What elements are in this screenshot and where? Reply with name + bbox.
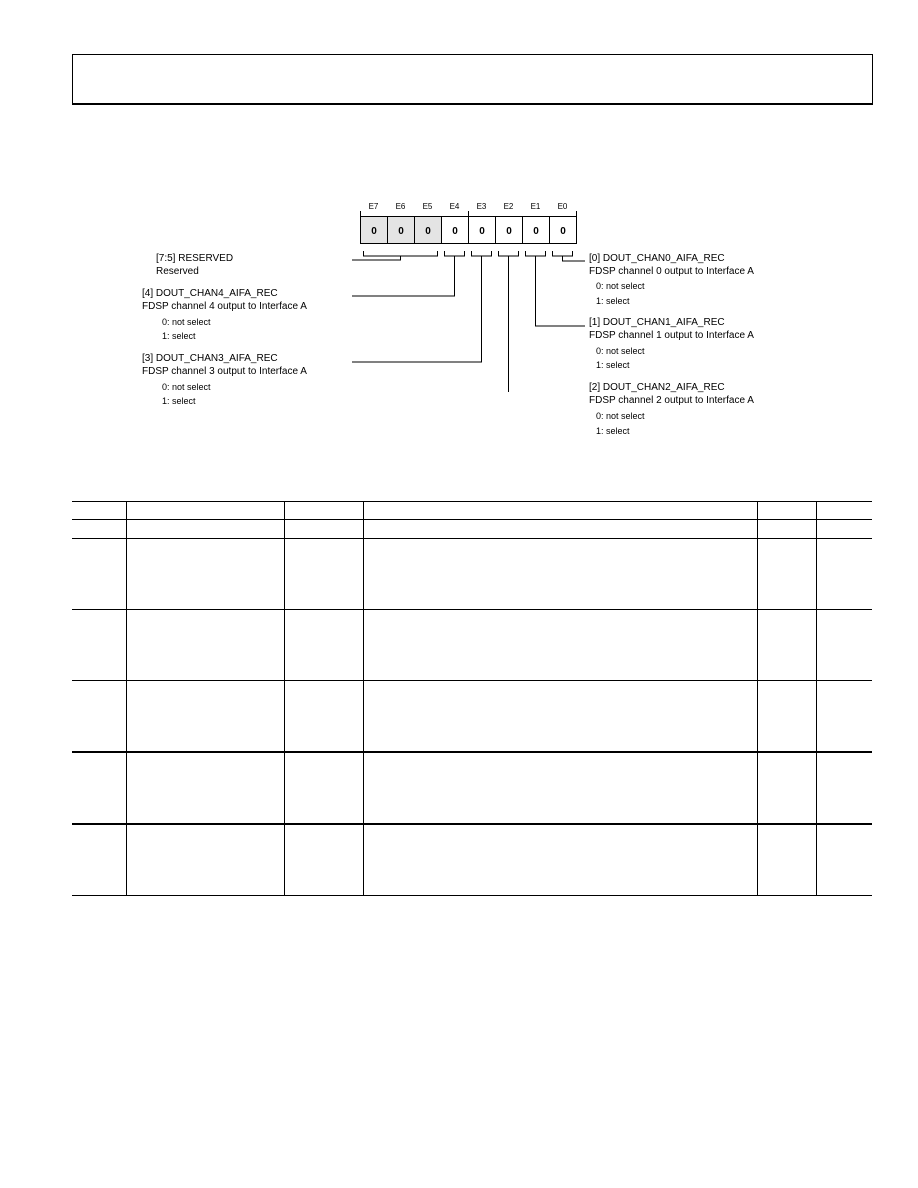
field-chan4-title: [4] DOUT_CHAN4_AIFA_REC xyxy=(142,288,278,299)
chan0-leader xyxy=(553,251,586,261)
table-cell xyxy=(757,681,816,753)
table-cell xyxy=(757,752,816,824)
table-header-cell xyxy=(284,502,363,520)
field-chan2-opt0: 0: not select xyxy=(596,411,645,421)
field-chan2-desc: FDSP channel 2 output to Interface A xyxy=(589,395,754,406)
bit-value-e1: 0 xyxy=(533,226,539,237)
table-cell xyxy=(284,539,363,610)
field-chan4-desc: FDSP channel 4 output to Interface A xyxy=(142,301,307,312)
table-cell xyxy=(363,752,757,824)
field-chan0-opt0: 0: not select xyxy=(596,281,645,291)
table-cell xyxy=(816,520,872,539)
field-chan4-opt0: 0: not select xyxy=(162,317,211,327)
table-cell xyxy=(72,752,126,824)
field-chan3-opt0: 0: not select xyxy=(162,382,211,392)
table-cell xyxy=(126,752,284,824)
bit-value-e0: 0 xyxy=(560,226,566,237)
table-cell xyxy=(284,681,363,753)
table-cell xyxy=(72,824,126,896)
table-cell xyxy=(363,610,757,681)
table-row xyxy=(72,824,872,896)
bit-name-e6: E6 xyxy=(395,202,406,211)
field-chan1-opt0: 0: not select xyxy=(596,346,645,356)
table-header-cell xyxy=(757,502,816,520)
field-chan2-title: [2] DOUT_CHAN2_AIFA_REC xyxy=(589,382,725,393)
table-header-cell xyxy=(72,502,126,520)
bit-value-e7: 0 xyxy=(371,226,377,237)
table-header-cell xyxy=(126,502,284,520)
table-cell xyxy=(363,824,757,896)
field-chan0-opt1: 1: select xyxy=(596,296,630,306)
chan2-leader xyxy=(499,251,519,392)
table-cell xyxy=(363,520,757,539)
bit-name-e0: E0 xyxy=(557,202,568,211)
chan4-leader xyxy=(352,251,465,296)
table-header-cell xyxy=(363,502,757,520)
field-chan1-desc: FDSP channel 1 output to Interface A xyxy=(589,330,754,341)
table-cell xyxy=(816,610,872,681)
register-ticks xyxy=(361,211,577,216)
table-cell xyxy=(284,610,363,681)
table-cell xyxy=(363,681,757,753)
bit-value-e4: 0 xyxy=(452,226,458,237)
chan1-leader xyxy=(526,251,586,326)
table-cell xyxy=(126,520,284,539)
table-cell xyxy=(757,539,816,610)
bit-value-e6: 0 xyxy=(398,226,404,237)
table-cell xyxy=(126,610,284,681)
chan3-leader xyxy=(352,251,492,362)
bit-name-e5: E5 xyxy=(422,202,433,211)
table-cell xyxy=(816,824,872,896)
field-chan3-opt1: 1: select xyxy=(162,396,196,406)
table-row xyxy=(72,539,872,610)
table-cell xyxy=(757,824,816,896)
field-reserved-desc: Reserved xyxy=(156,266,199,277)
field-chan4-opt1: 1: select xyxy=(162,331,196,341)
field-chan3-desc: FDSP channel 3 output to Interface A xyxy=(142,366,307,377)
field-chan2-opt1: 1: select xyxy=(596,426,630,436)
table-cell xyxy=(284,752,363,824)
table-row xyxy=(72,610,872,681)
bit-name-e2: E2 xyxy=(503,202,514,211)
table-header-cell xyxy=(816,502,872,520)
table-cell xyxy=(72,681,126,753)
bit-name-e3: E3 xyxy=(476,202,487,211)
bit-value-e3: 0 xyxy=(479,226,485,237)
table-cell xyxy=(816,752,872,824)
bit-name-e7: E7 xyxy=(368,202,379,211)
bit-value-e5: 0 xyxy=(425,226,431,237)
bit-cells xyxy=(361,202,577,244)
table-cell xyxy=(126,539,284,610)
table-cell xyxy=(757,520,816,539)
field-reserved-title: [7:5] RESERVED xyxy=(156,253,234,264)
bit-value-e2: 0 xyxy=(506,226,512,237)
table-cell xyxy=(816,539,872,610)
table-cell xyxy=(72,610,126,681)
field-chan0-title: [0] DOUT_CHAN0_AIFA_REC xyxy=(589,253,725,264)
table-cell xyxy=(284,520,363,539)
register-table xyxy=(72,501,872,896)
table-cell xyxy=(363,539,757,610)
bit-name-e1: E1 xyxy=(530,202,541,211)
bit-name-e4: E4 xyxy=(449,202,460,211)
field-chan0-desc: FDSP channel 0 output to Interface A xyxy=(589,266,754,277)
field-chan1-opt1: 1: select xyxy=(596,360,630,370)
table-row xyxy=(72,681,872,753)
reserved-leader xyxy=(352,251,438,260)
leader-lines xyxy=(352,251,585,392)
table-cell xyxy=(816,681,872,753)
table-header-row xyxy=(72,502,872,520)
table-cell xyxy=(126,824,284,896)
table-row xyxy=(72,752,872,824)
table-cell xyxy=(126,681,284,753)
table-cell xyxy=(72,520,126,539)
register-bit-diagram xyxy=(0,0,918,480)
table-cell xyxy=(284,824,363,896)
table-cell xyxy=(757,610,816,681)
table-row xyxy=(72,520,872,539)
field-chan3-title: [3] DOUT_CHAN3_AIFA_REC xyxy=(142,353,278,364)
table-cell xyxy=(72,539,126,610)
field-chan1-title: [1] DOUT_CHAN1_AIFA_REC xyxy=(589,317,725,328)
